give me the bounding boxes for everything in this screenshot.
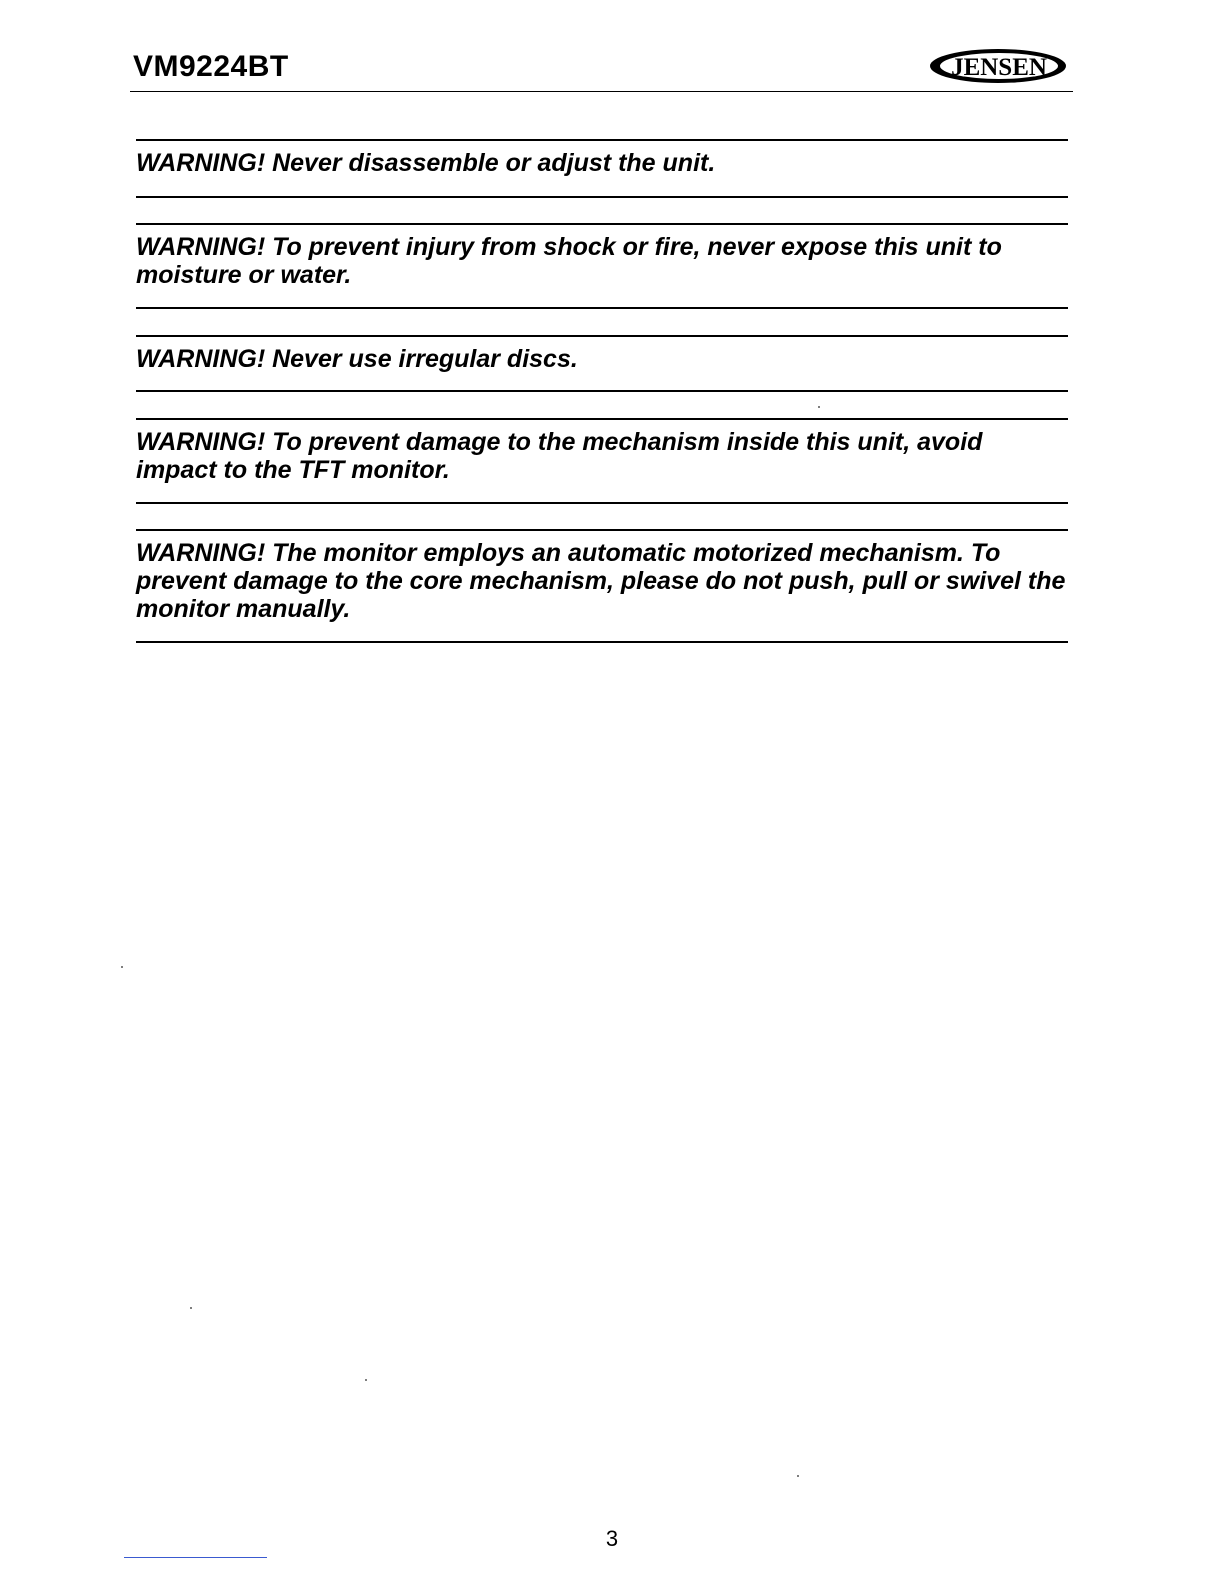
page-header [133,46,1073,94]
warning-text: WARNING! Never disassemble or adjust the unit. [136,149,716,177]
scan-speck [190,1307,192,1309]
model-number: VM9224BT [133,50,289,83]
header-divider [130,91,1073,92]
warning-text: WARNING! To prevent damage to the mechanism inside this unit, avoid impact to the TFT monitor. [136,428,983,484]
warning-text: WARNING! The monitor employs an automatic motorized mechanism. To prevent damage to the core mechanism, please do not push, pull or swivel the monitor manually. [136,539,1066,623]
warning-block-1 [136,139,1068,198]
scan-speck [797,1475,799,1477]
warning-text: WARNING! To prevent injury from shock or fire, never expose this unit to moisture or water. [136,233,1002,289]
warning-text: WARNING! Never use irregular discs. [136,345,578,373]
scan-speck [121,966,123,968]
warning-block-3 [136,335,1068,392]
page-number: 3 [605,1526,619,1551]
scan-speck [365,1379,367,1381]
warning-block-4 [136,418,1068,504]
warning-block-2 [136,223,1068,309]
footer-divider [124,1557,267,1558]
jensen-logo [928,46,1073,86]
logo-wordmark: JENSEN [951,54,1047,81]
scan-speck [818,406,820,408]
warning-block-5 [136,529,1068,643]
